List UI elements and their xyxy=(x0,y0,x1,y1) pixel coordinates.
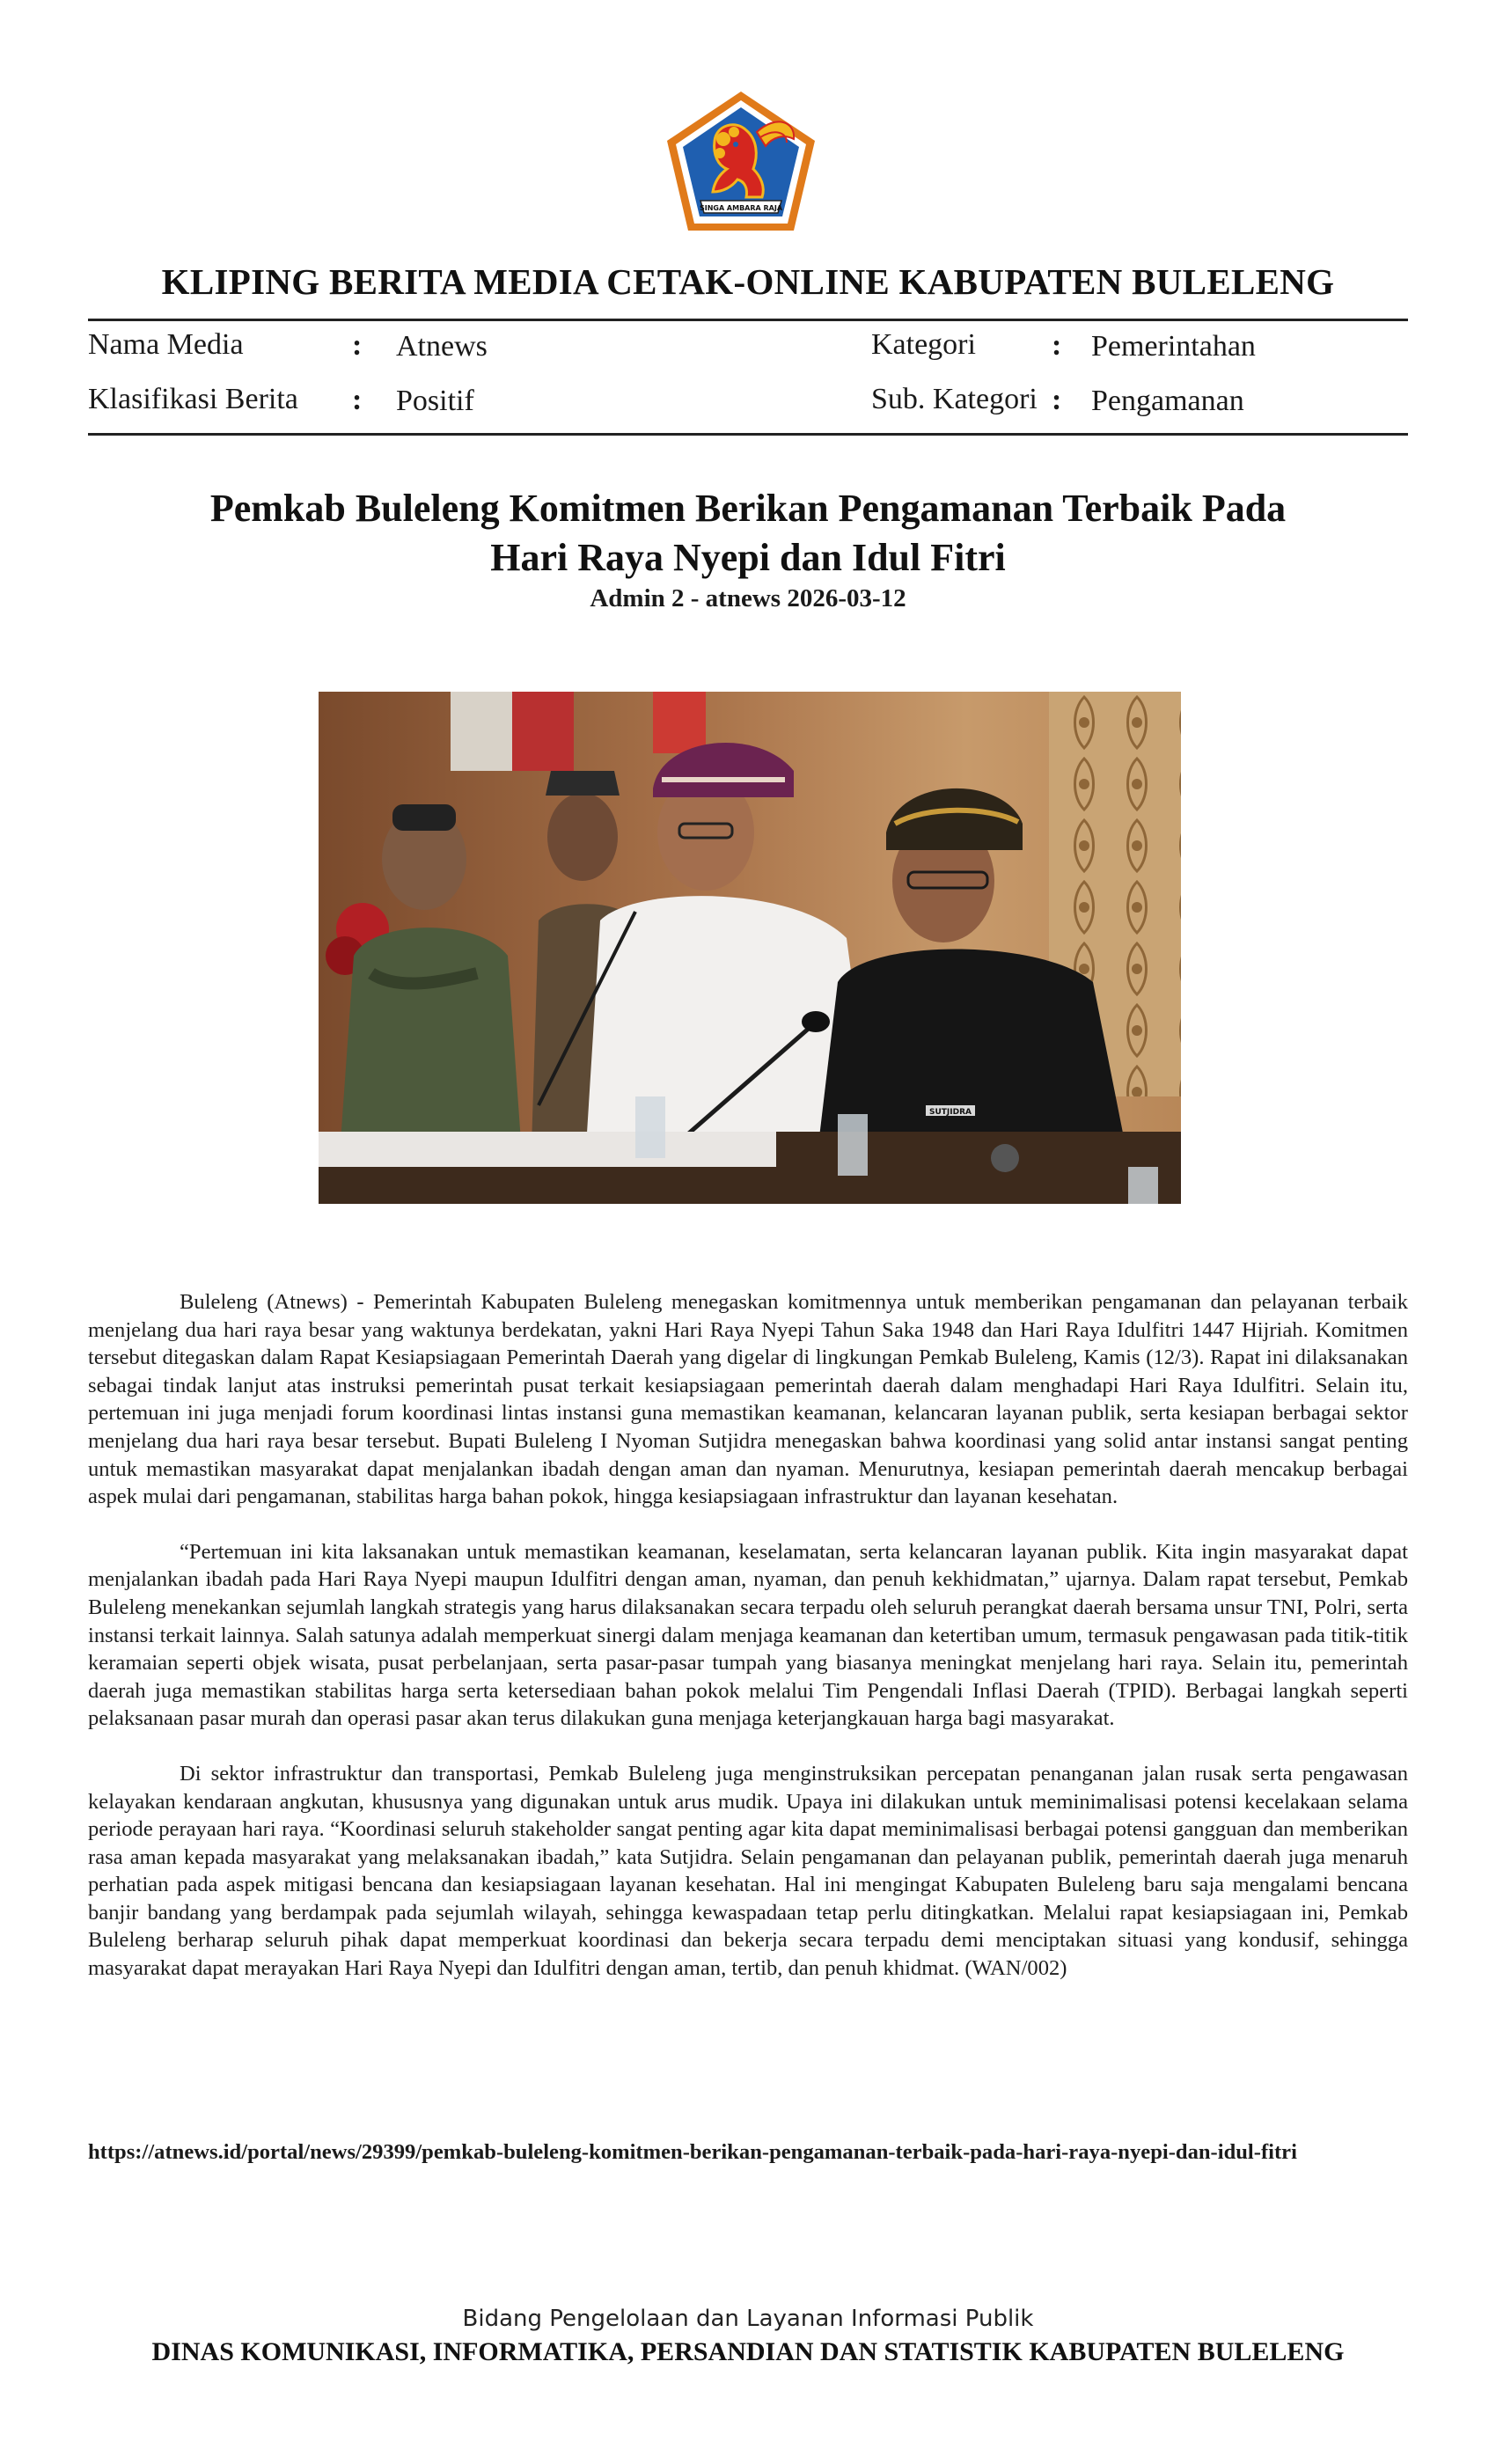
kategori-label: Kategori xyxy=(871,328,976,361)
article-title xyxy=(88,484,1408,583)
header-divider-top xyxy=(88,319,1408,321)
article-paragraph-2: “Pertemuan ini kita laksanakan untuk memastikan keamanan, keselamatan, serta kelancaran layanan publik. Kita ingin masyarakat dapat menjalankan ibadah pada Hari Raya Nyepi maupun Idulfitri dengan aman, nyaman, dan penuh kekhidmatan,” ujarnya. Dalam rapat tersebut, Pemkab Buleleng menekankan sejumlah langkah strategis yang harus dilaksanakan secara terpadu oleh seluruh perangkat daerah bersama unsur TNI, Polri, serta instansi terkait lainnya. Salah satunya adalah memperkuat sinergi dalam menjaga keamanan dan ketertiban umum, termasuk pengawasan pada titik-titik keramaian seperti objek wisata, pusat perbelanjaan, serta pasar-pasar tumpah yang biasanya meningkat menjelang hari raya. Selain itu, pemerintah daerah juga memastikan stabilitas harga serta ketersediaan bahan pokok melalui Tim Pengendali Inflasi Daerah (TPID). Berbagai langkah seperti pelaksanaan pasar murah dan operasi pasar akan terus dilakukan guna menjaga keterjangkauan harga bagi masyarakat. xyxy=(88,1539,1408,1731)
buleleng-emblem-icon xyxy=(662,88,820,236)
article-photo xyxy=(319,692,1181,1204)
article-paragraph-1: Buleleng (Atnews) - Pemerintah Kabupaten Buleleng menegaskan komitmennya untuk memberikan pengamanan dan pelayanan terbaik menjelang dua hari raya besar yang waktunya berdekatan, yakni Hari Raya Nyepi Tahun Saka 1948 dan Hari Raya Idulfitri 1447 Hijriah. Komitmen tersebut ditegaskan dalam Rapat Kesiapsiagaan Pemerintah Daerah yang digelar di lingkungan Pemkab Buleleng, Kamis (12/3). Rapat ini dilaksanakan sebagai tindak lanjut atas instruksi pemerintah pusat terkait kesiapsiagaan pemerintah daerah dalam menghadapi Hari Raya Idulfitri. Selain itu, pertemuan ini juga menjadi forum koordinasi lintas instansi guna memastikan keamanan, kelancaran layanan publik, serta kesiapan berbagai sektor menjelang dua hari raya besar tersebut. Bupati Buleleng I Nyoman Sutjidra menegaskan bahwa koordinasi yang solid antar instansi sangat penting untuk memastikan masyarakat dapat menjalankan ibadah dengan aman dan nyaman. Menurutnya, kesiapan pemerintah daerah mencakup berbagai aspek mulai dari pengamanan, stabilitas harga bahan pokok, hingga kesiapsiagaan infrastruktur dan layanan kesehatan. xyxy=(88,1290,1408,1509)
klasifikasi-label: Klasifikasi Berita xyxy=(88,383,298,415)
photo-name-badge: SUTJIDRA xyxy=(929,1108,972,1117)
clipping-header-title: KLIPING BERITA MEDIA CETAK-ONLINE KABUPATEN BULELENG xyxy=(161,261,1335,302)
kategori-colon: : xyxy=(1052,329,1062,362)
subkategori-value: Pengamanan xyxy=(1091,385,1244,417)
media-colon: : xyxy=(352,329,363,362)
article-body xyxy=(88,1288,1408,2010)
media-value: Atnews xyxy=(396,330,488,363)
article-paragraph-3: Di sektor infrastruktur dan transportasi, Pemkab Buleleng juga menginstruksikan percepatan penanganan jalan rusak serta pengawasan kelayakan kendaraan angkutan, khususnya yang digunakan untuk arus mudik. Upaya ini dilakukan untuk meminimalisasi potensi kecelakaan selama periode perayaan hari raya. “Koordinasi seluruh stakeholder sangat penting agar kita dapat meminimalisasi berbagai potensi gangguan dan memberikan rasa aman kepada masyarakat yang melaksanakan ibadah,” kata Sutjidra. Selain pengamanan dan pelayanan publik, pemerintah daerah juga menaruh perhatian pada aspek mitigasi bencana dan kesiapsiagaan layanan kesehatan. Hal ini mengingat Kabupaten Buleleng baru saja mengalami bencana banjir bandang yang berdampak pada sejumlah wilayah, sehingga kewaspadaan tetap perlu ditingkatkan. Melalui rapat kesiapsiagaan ini, Pemkab Buleleng berharap seluruh pihak dapat memperkuat koordinasi dan bekerja secara terpadu demi menciptakan situasi yang kondusif, sehingga masyarakat dapat merayakan Hari Raya Nyepi dan Idulfitri dengan aman, tertib, dan penuh khidmat. (WAN/002) xyxy=(88,1761,1408,1981)
header-divider-bottom xyxy=(88,433,1408,436)
article-title-line-1: Pemkab Buleleng Komitmen Berikan Pengamanan Terbaik Pada xyxy=(209,487,1287,530)
klasifikasi-colon: : xyxy=(352,384,363,416)
klasifikasi-value: Positif xyxy=(396,385,474,417)
article-title-line-2: Hari Raya Nyepi dan Idul Fitri xyxy=(490,536,1006,579)
subkategori-colon: : xyxy=(1052,384,1062,416)
article-byline: Admin 2 - atnews 2026-03-12 xyxy=(590,584,906,612)
media-label: Nama Media xyxy=(88,328,244,361)
footer-agency: DINAS KOMUNIKASI, INFORMATIKA, PERSANDIAN DAN STATISTIK KABUPATEN BULELENG xyxy=(151,2337,1345,2366)
subkategori-label: Sub. Kategori xyxy=(871,383,1038,415)
footer-department: Bidang Pengelolaan dan Layanan Informasi Publik xyxy=(462,2306,1034,2332)
source-url-link[interactable]: https://atnews.id/portal/news/29399/pemkab-buleleng-komitmen-berikan-pengamanan-terbaik-pada-hari-raya-nyepi-dan-idul-fitri xyxy=(88,2140,1297,2164)
emblem-motto: SINGA AMBARA RAJA xyxy=(699,204,783,212)
kategori-value: Pemerintahan xyxy=(1091,330,1256,363)
